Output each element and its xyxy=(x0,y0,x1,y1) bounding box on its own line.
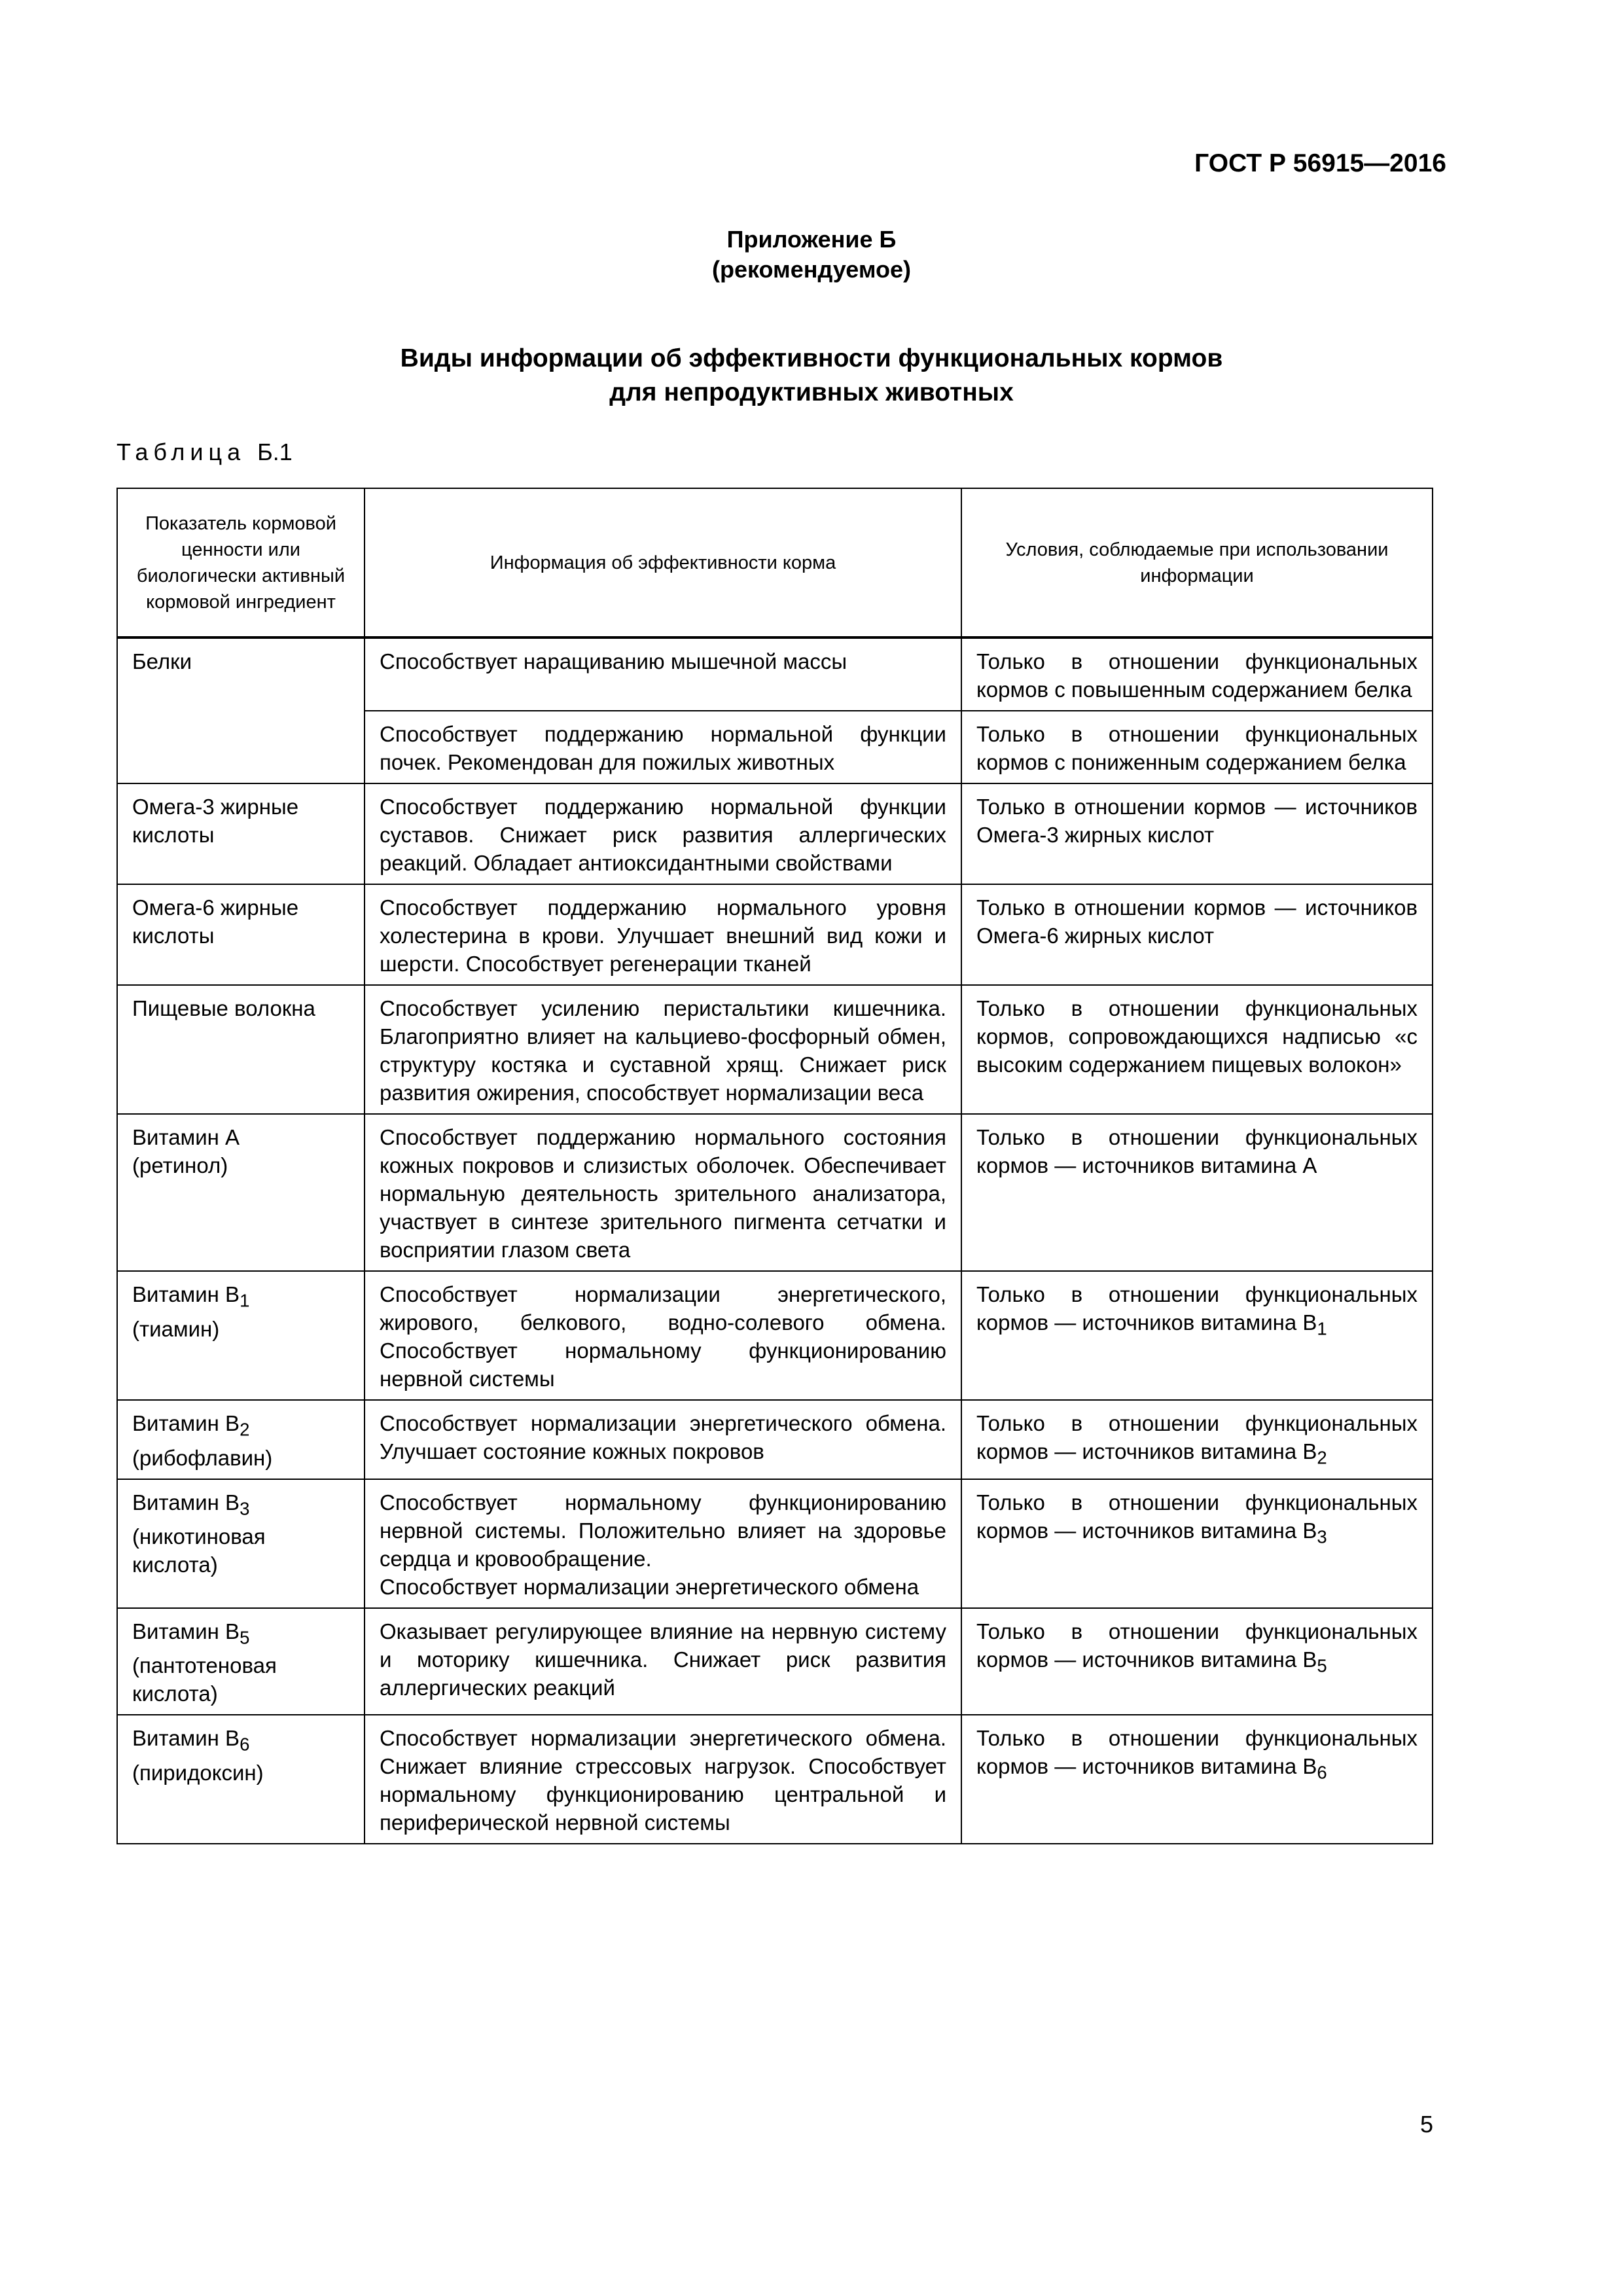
header-indicator: Показатель кормовой ценности или биологически активный кормовой ингредиент xyxy=(117,488,365,637)
indicator-note: (никотиновая кислота) xyxy=(132,1524,266,1577)
indicator-name: Витамин В xyxy=(132,1282,240,1306)
feed-info-table xyxy=(116,488,1433,1844)
condition-cell: Только в отношении функциональных кормов — источников витамина А xyxy=(961,1114,1433,1271)
condition-cell xyxy=(961,1479,1433,1608)
table-row xyxy=(117,884,1433,985)
indicator-cell xyxy=(117,1114,365,1271)
info-cell: Способствует нормализации энергетического обмена. Улучшает состояние кожных покровов xyxy=(365,1400,961,1479)
table-caption-number: Б.1 xyxy=(257,439,293,465)
info-text: Способствует нормальному функционированию нервной системы. Положительно влияет на здоровье сердца и кровообращение. xyxy=(380,1490,946,1571)
indicator-cell: Омега-6 жирные кислоты xyxy=(117,884,365,985)
indicator-subscript: 2 xyxy=(240,1419,250,1440)
indicator-cell xyxy=(117,1479,365,1608)
condition-subscript: 5 xyxy=(1317,1655,1327,1676)
condition-text: Только в отношении функциональных кормов — источников витамина В xyxy=(976,1619,1418,1672)
header-conditions: Условия, соблюдаемые при использовании информации xyxy=(961,488,1433,637)
info-cell: Способствует нормализации энергетического, жирового, белкового, водно-солевого обмена. Способствует нормальному функционированию нервной системы xyxy=(365,1271,961,1400)
condition-cell: Только в отношении функциональных кормов, сопровождающихся надписью «с высоким содержанием пищевых волокон» xyxy=(961,985,1433,1114)
standard-number: ГОСТ Р 56915—2016 xyxy=(1194,149,1446,177)
indicator-name: Витамин В xyxy=(132,1726,240,1751)
page-number: 5 xyxy=(1419,2111,1433,2138)
info-text-2: Способствует нормализации энергетического обмена xyxy=(380,1574,919,1599)
info-cell: Способствует поддержанию нормального уровня холестерина в крови. Улучшает внешний вид кожи и шерсти. Способствует регенерации тканей xyxy=(365,884,961,985)
info-cell: Способствует нормализации энергетического обмена. Снижает влияние стрессовых нагрузок. Способствует нормальному функционированию центральной и периферической нервной системы xyxy=(365,1715,961,1844)
appendix-label: Приложение Б xyxy=(726,226,897,253)
indicator-subscript: 6 xyxy=(240,1734,250,1755)
table-row xyxy=(117,637,1433,711)
condition-cell xyxy=(961,1271,1433,1400)
indicator-name: Витамин В xyxy=(132,1411,240,1435)
indicator-cell: Омега-3 жирные кислоты xyxy=(117,783,365,884)
indicator-name: Витамин В xyxy=(132,1490,240,1515)
title-line-1: Виды информации об эффективности функциональных кормов xyxy=(400,344,1223,372)
condition-text: Только в отношении функциональных кормов — источников витамина В xyxy=(976,1411,1418,1463)
indicator-subscript: 5 xyxy=(240,1627,250,1648)
condition-text: Только в отношении функциональных кормов — источников витамина В xyxy=(976,1490,1418,1543)
indicator-subscript: 1 xyxy=(240,1290,250,1311)
header-info: Информация об эффективности корма xyxy=(365,488,961,637)
title-line-2: для непродуктивных животных xyxy=(609,378,1014,406)
table-row xyxy=(117,985,1433,1114)
table-row xyxy=(117,783,1433,884)
condition-text: Только в отношении функциональных кормов — источников витамина В xyxy=(976,1282,1418,1335)
indicator-note: (пиридоксин) xyxy=(132,1760,264,1785)
indicator-cell xyxy=(117,1400,365,1479)
condition-subscript: 1 xyxy=(1317,1318,1327,1339)
info-cell: Способствует поддержанию нормальной функции суставов. Снижает риск развития аллергических реакций. Обладает антиоксидантными свойствами xyxy=(365,783,961,884)
info-cell xyxy=(365,1479,961,1608)
condition-cell xyxy=(961,1715,1433,1844)
indicator-note: (ретинол) xyxy=(132,1153,228,1177)
info-cell: Оказывает регулирующее влияние на нервную систему и моторику кишечника. Снижает риск развития аллергических реакций xyxy=(365,1608,961,1715)
appendix-status: (рекомендуемое) xyxy=(712,256,911,283)
condition-cell: Только в отношении функциональных кормов с повышенным содержанием белка xyxy=(961,637,1433,711)
indicator-note: (рибофлавин) xyxy=(132,1445,273,1470)
indicator-cell: Пищевые волокна xyxy=(117,985,365,1114)
condition-subscript: 2 xyxy=(1317,1447,1327,1468)
indicator-note: (тиамин) xyxy=(132,1316,220,1341)
table-row xyxy=(117,1479,1433,1608)
condition-cell: Только в отношении кормов — источников Омега-6 жирных кислот xyxy=(961,884,1433,985)
info-cell: Способствует наращиванию мышечной массы xyxy=(365,637,961,711)
indicator-cell: Белки xyxy=(117,637,365,783)
indicator-cell xyxy=(117,1271,365,1400)
indicator-name: Витамин В xyxy=(132,1619,240,1643)
condition-subscript: 6 xyxy=(1317,1762,1327,1783)
indicator-note: (пантотеновая кислота) xyxy=(132,1653,277,1706)
condition-cell: Только в отношении функциональных кормов с пониженным содержанием белка xyxy=(961,711,1433,783)
table-row xyxy=(117,1114,1433,1271)
info-cell: Способствует усилению перистальтики кишечника. Благоприятно влияет на кальциево-фосфорный обмен, структуру костяка и суставной хрящ. Снижает риск развития ожирения, способствует нормализации веса xyxy=(365,985,961,1114)
condition-subscript: 3 xyxy=(1317,1526,1327,1547)
table-caption xyxy=(116,439,293,466)
indicator-subscript: 3 xyxy=(240,1498,250,1519)
indicator-cell xyxy=(117,1715,365,1844)
table-caption-word: Таблица xyxy=(116,439,246,465)
condition-cell xyxy=(961,1400,1433,1479)
info-cell: Способствует поддержанию нормальной функции почек. Рекомендован для пожилых животных xyxy=(365,711,961,783)
indicator-name: Витамин А xyxy=(132,1125,240,1149)
condition-cell: Только в отношении кормов — источников Омега-3 жирных кислот xyxy=(961,783,1433,884)
condition-text: Только в отношении функциональных кормов — источников витамина В xyxy=(976,1726,1418,1779)
appendix-heading xyxy=(0,224,1623,285)
table-row xyxy=(117,1271,1433,1400)
info-cell: Способствует поддержанию нормального состояния кожных покровов и слизистых оболочек. Обеспечивает нормальную деятельность зрительного анализатора, участвует в синтезе зрительного пигмента сетчатки и восприятии глазом света xyxy=(365,1114,961,1271)
indicator-cell xyxy=(117,1608,365,1715)
table-row xyxy=(117,1400,1433,1479)
condition-cell xyxy=(961,1608,1433,1715)
table-row xyxy=(117,1715,1433,1844)
table-row xyxy=(117,1608,1433,1715)
table-header-row xyxy=(117,488,1433,637)
page-title xyxy=(0,342,1623,410)
